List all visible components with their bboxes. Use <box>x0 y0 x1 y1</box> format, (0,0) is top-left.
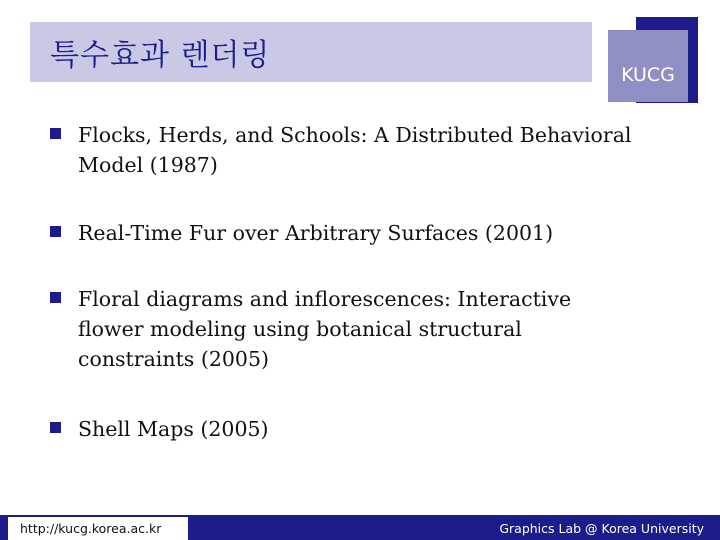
logo-text: KUCG <box>621 64 675 86</box>
bullet-text: Flocks, Herds, and Schools: A Distributed Behavioral Model (1987) <box>78 123 632 177</box>
bullet-marker-icon <box>50 422 61 433</box>
bullet-marker-icon <box>50 128 61 139</box>
bullet-text: Floral diagrams and inflorescences: Interactive flower modeling using botanical structural constraints (2005) <box>78 287 572 371</box>
bullet-text: Real-Time Fur over Arbitrary Surfaces (2001) <box>78 221 554 245</box>
bullet-marker-icon <box>50 226 61 237</box>
bullet-text: Shell Maps (2005) <box>78 417 269 441</box>
bullet-marker-icon <box>50 292 61 303</box>
footer-url-link[interactable]: http://kucg.korea.ac.kr <box>20 521 162 536</box>
slide-title: 특수효과 렌더링 <box>50 38 271 73</box>
footer-credit: Graphics Lab @ Korea University <box>499 521 704 536</box>
